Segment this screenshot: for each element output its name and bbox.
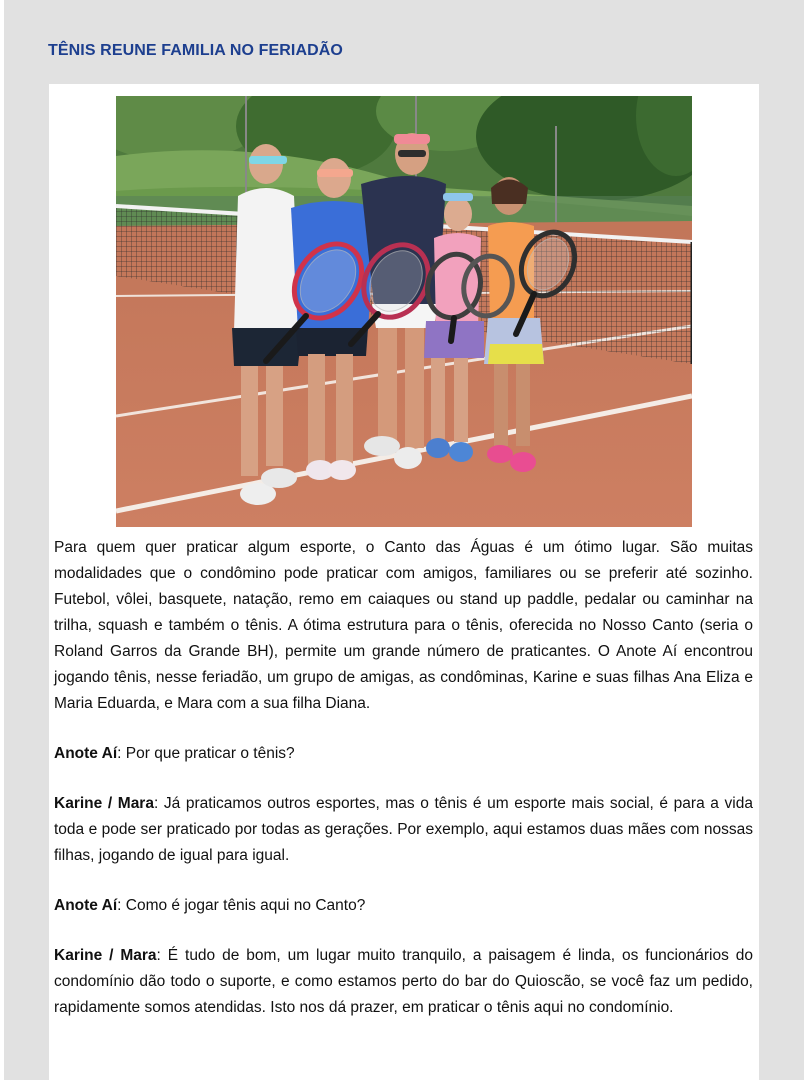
tennis-players-photo	[116, 96, 692, 527]
article-body	[49, 84, 759, 1084]
speaker-name: Karine / Mara	[54, 795, 154, 812]
question-text: Por que praticar o tênis?	[125, 745, 295, 762]
qa-answer: Karine / Mara: Já praticamos outros esportes, mas o tênis é um esporte mais social, é para a vida toda e pode ser praticado por todas as gerações. Por exemplo, aqui estamos duas mães com nossas filhas, jogando de igual para igual.	[54, 795, 753, 864]
speaker-name: Karine / Mara	[54, 947, 157, 964]
answer-text: Já praticamos outros esportes, mas o tênis é um esporte mais social, é para a vida toda e pode ser praticado por todas as gerações. Por exemplo, aqui estamos duas mães com nossas filhas, jogando de igual para igual.	[54, 795, 753, 864]
answer-text: É tudo de bom, um lugar muito tranquilo, a paisagem é linda, os funcionários do condomínio dão todo o suporte, e como estamos perto do bar do Quioscão, se você faz um pedido, rapidamente somos atendidas. Isto nos dá prazer, em praticar o tênis aqui no condomínio.	[54, 947, 753, 1016]
speaker-name: Anote Aí	[54, 897, 118, 914]
intro-paragraph: Para quem quer praticar algum esporte, o Canto das Águas é um ótimo lugar. São muitas modalidades que o condômino pode praticar com amigos, familiares ou se preferir até sozinho. Futebol, vôlei, basquete, natação, remo em caiaques ou stand up paddle, pedalar ou caminhar na trilha, squash e também o tênis. A ótima estrutura para o tênis, oferecida no Nosso Canto (seria o Roland Garros da Grande BH), permite um grande número de praticantes. O Anote Aí encontrou jogando tênis, nesse feriadão, um grupo de amigas, as condôminas, Karine e suas filhas Ana Eliza e Maria Eduarda, e Mara com a sua filha Diana.	[54, 539, 753, 712]
qa-question: Anote Aí: Como é jogar tênis aqui no Canto?	[54, 897, 366, 914]
article-title: TÊNIS REUNE FAMILIA NO FERIADÃO	[48, 42, 343, 59]
article-text	[54, 535, 753, 1045]
speaker-name: Anote Aí	[54, 745, 118, 762]
question-text: Como é jogar tênis aqui no Canto?	[125, 897, 366, 914]
qa-question: Anote Aí: Por que praticar o tênis?	[54, 745, 295, 762]
qa-answer: Karine / Mara: É tudo de bom, um lugar muito tranquilo, a paisagem é linda, os funcionários do condomínio dão todo o suporte, e como estamos perto do bar do Quioscão, se você faz um pedido, rapidamente somos atendidas. Isto nos dá prazer, em praticar o tênis aqui no condomínio.	[54, 947, 753, 1016]
